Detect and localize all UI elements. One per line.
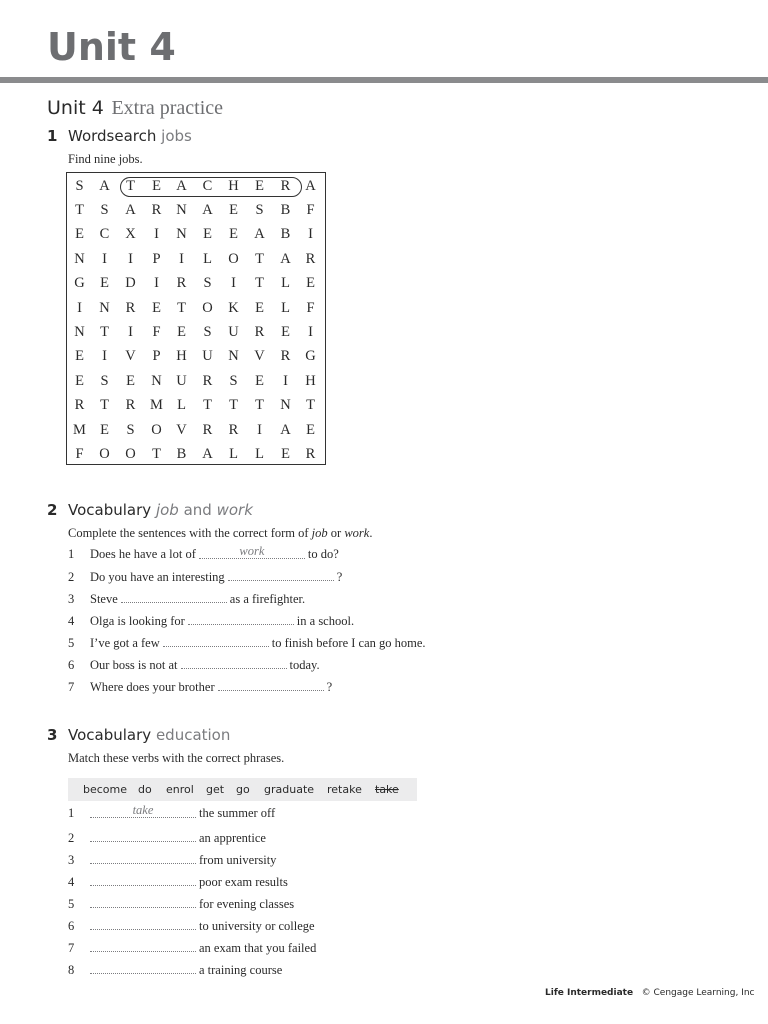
wordsearch-letter: N — [280, 397, 291, 414]
wordsearch-letter: O — [202, 299, 213, 316]
match-item — [68, 961, 282, 978]
wordsearch-letter: E — [126, 372, 135, 389]
wordsearch-letter: R — [176, 275, 187, 292]
instruction-prefix: Complete the sentences with the correct form of — [68, 526, 309, 540]
wordsearch-letter: I — [102, 250, 107, 267]
match-phrase: from university — [199, 853, 277, 867]
wordsearch-letter: K — [228, 299, 239, 316]
item-number: 5 — [68, 897, 75, 911]
sentence-after: to finish before I can go home. — [271, 636, 426, 650]
wordsearch-row — [67, 271, 327, 296]
section-2-instruction — [68, 525, 372, 541]
wordsearch-letter: I — [154, 226, 159, 243]
wordsearch-letter: R — [202, 372, 213, 389]
word-option: enrol — [166, 783, 194, 796]
item-number: 3 — [68, 853, 75, 867]
word-option: go — [236, 783, 250, 796]
answer-blank[interactable] — [218, 678, 324, 691]
answer-blank[interactable] — [90, 851, 196, 864]
sentence-before: Do you have an interesting — [90, 570, 225, 584]
instruction-end: . — [369, 526, 373, 540]
wordsearch-letter: V — [176, 421, 187, 438]
wordsearch-letter: S — [203, 275, 212, 292]
wordsearch-letter: E — [255, 177, 264, 194]
wordsearch-letter: I — [77, 299, 82, 316]
wordsearch-letter: H — [176, 348, 187, 365]
word-option: become — [83, 783, 128, 796]
wordsearch-letter: P — [152, 348, 161, 365]
match-item — [68, 829, 266, 846]
wordsearch-row — [67, 174, 327, 199]
sentence-before: Does he have a lot of — [90, 547, 196, 561]
match-item — [68, 851, 276, 868]
word-option: take — [375, 783, 399, 796]
answer-blank[interactable] — [121, 590, 227, 603]
wordsearch-letter: U — [202, 348, 213, 365]
item-number: 6 — [68, 658, 75, 672]
wordsearch-letter: H — [228, 177, 239, 194]
word-option: get — [206, 783, 225, 796]
instruction-job: job — [311, 526, 328, 540]
answer-blank[interactable] — [163, 634, 269, 647]
sentence-item — [68, 568, 342, 585]
wordsearch-letter: L — [177, 397, 186, 414]
wordsearch-letter: L — [255, 445, 264, 462]
wordsearch-letter: E — [152, 299, 161, 316]
wordsearch-letter: I — [128, 250, 133, 267]
wordsearch-letter: R — [74, 397, 85, 414]
wordsearch-letter: E — [100, 421, 109, 438]
wordsearch-letter: N — [228, 348, 239, 365]
item-number: 4 — [68, 614, 75, 628]
sentence-before: Olga is looking for — [90, 614, 185, 628]
wordsearch-row — [67, 442, 327, 467]
wordsearch-letter: N — [176, 201, 187, 218]
wordsearch-letter: C — [99, 226, 110, 243]
wordsearch-letter: A — [305, 177, 316, 194]
wordsearch-letter: R — [228, 421, 239, 438]
wordsearch-letter: F — [75, 445, 84, 462]
wordsearch-letter: M — [73, 421, 86, 438]
wordsearch-letter: T — [100, 323, 109, 340]
wordsearch-letter: T — [255, 275, 264, 292]
wordsearch-letter: A — [280, 250, 291, 267]
wordsearch-letter: R — [151, 201, 162, 218]
sentence-after: to do? — [307, 547, 339, 561]
wordsearch-row — [67, 198, 327, 223]
wordsearch-letter: D — [125, 275, 136, 292]
wordsearch-letter: T — [203, 397, 212, 414]
answer-blank[interactable] — [90, 805, 196, 818]
sentence-after: ? — [336, 570, 343, 584]
wordsearch-letter: S — [75, 177, 84, 194]
wordsearch-letter: R — [202, 421, 213, 438]
answer-blank[interactable] — [90, 939, 196, 952]
word-option: retake — [327, 783, 362, 796]
wordsearch-letter: A — [202, 201, 213, 218]
wordsearch-letter: E — [75, 348, 84, 365]
wordsearch-letter: V — [254, 348, 265, 365]
title-extra: Extra practice — [111, 97, 224, 119]
wordsearch-letter: I — [128, 323, 133, 340]
wordsearch-letter: N — [74, 323, 85, 340]
wordsearch-letter: U — [228, 323, 239, 340]
item-number: 6 — [68, 919, 75, 933]
sentence-item — [68, 678, 332, 695]
wordsearch-letter: U — [176, 372, 187, 389]
wordsearch-letter: R — [254, 323, 265, 340]
footer-book: Life Intermediate — [545, 988, 634, 998]
match-phrase: poor exam results — [199, 875, 288, 889]
wordsearch-letter: E — [229, 226, 238, 243]
header-rule — [0, 77, 768, 83]
wordsearch-letter: S — [203, 323, 212, 340]
wordsearch-letter: L — [281, 275, 290, 292]
section-2-topic-work: work — [216, 501, 253, 519]
word-option: do — [138, 783, 152, 796]
match-phrase: to university or college — [199, 919, 315, 933]
wordsearch-letter: T — [229, 397, 238, 414]
wordsearch-letter: L — [229, 445, 238, 462]
item-number: 2 — [68, 570, 75, 584]
wordsearch-letter: T — [75, 201, 84, 218]
wordsearch-letter: V — [125, 348, 136, 365]
wordsearch-letter: O — [228, 250, 239, 267]
wordsearch-letter: B — [176, 445, 187, 462]
wordsearch-letter: E — [75, 226, 84, 243]
section-1-number: 1 — [47, 127, 58, 145]
sentence-after: as a firefighter. — [229, 592, 306, 606]
wordsearch-letter: T — [177, 299, 186, 316]
wordsearch-letter: A — [176, 177, 187, 194]
wordsearch-letter: A — [202, 445, 213, 462]
item-number: 1 — [68, 806, 75, 820]
answer-text: work — [239, 544, 265, 558]
wordsearch-row — [67, 247, 327, 272]
wordsearch-letter: L — [281, 299, 290, 316]
section-1-heading — [47, 126, 192, 146]
wordsearch-row — [67, 320, 327, 345]
footer-copyright: © Cengage Learning, Inc — [641, 988, 755, 998]
section-2-heading — [47, 500, 253, 520]
section-3-heading — [47, 725, 230, 745]
wordsearch-letter: I — [102, 348, 107, 365]
wordsearch-letter: I — [283, 372, 288, 389]
wordsearch-letter: I — [308, 226, 313, 243]
wordsearch-letter: M — [150, 397, 163, 414]
wordsearch-letter: N — [74, 250, 85, 267]
wordsearch-letter: E — [152, 177, 161, 194]
sentence-before: Where does your brother — [90, 680, 215, 694]
wordsearch-letter: T — [126, 177, 135, 194]
sentence-before: Steve — [90, 592, 118, 606]
wordsearch-grid — [66, 172, 326, 465]
wordsearch-letter: T — [100, 397, 109, 414]
sentence-before: I’ve got a few — [90, 636, 160, 650]
wordsearch-letter: F — [152, 323, 161, 340]
wordsearch-letter: S — [100, 372, 109, 389]
sentence-before: Our boss is not at — [90, 658, 178, 672]
title-unit: Unit 4 — [47, 97, 104, 119]
section-3-instruction: Match these verbs with the correct phrases. — [68, 751, 285, 765]
wordsearch-letter: A — [125, 201, 136, 218]
item-number: 8 — [68, 963, 75, 977]
wordsearch-letter: E — [306, 275, 315, 292]
answer-blank[interactable] — [199, 546, 305, 559]
sentence-item — [68, 612, 354, 629]
word-box — [68, 778, 417, 801]
match-item — [68, 805, 275, 821]
wordsearch-letter: O — [151, 421, 162, 438]
answer-blank[interactable] — [90, 895, 196, 908]
section-3-label: Vocabulary — [68, 726, 152, 744]
wordsearch-letter: E — [255, 299, 264, 316]
wordsearch-row — [67, 296, 327, 321]
wordsearch-row — [67, 418, 327, 443]
section-1-instruction: Find nine jobs. — [68, 152, 143, 166]
wordsearch-letter: T — [255, 397, 264, 414]
wordsearch-letter: E — [177, 323, 186, 340]
instruction-work: work — [344, 526, 370, 540]
sentence-item — [68, 590, 305, 607]
wordsearch-row — [67, 393, 327, 418]
match-phrase: an exam that you failed — [199, 941, 317, 955]
wordsearch-letter: E — [203, 226, 212, 243]
section-2-topic-job: job — [155, 501, 179, 519]
answer-blank[interactable] — [188, 612, 294, 625]
match-item — [68, 917, 315, 934]
sentence-after: today. — [289, 658, 320, 672]
wordsearch-letter: I — [154, 275, 159, 292]
wordsearch-letter: I — [308, 323, 313, 340]
section-1-label: Wordsearch — [68, 127, 157, 145]
match-phrase: for evening classes — [199, 897, 295, 911]
sentence-after: in a school. — [296, 614, 355, 628]
match-phrase: a training course — [199, 963, 283, 977]
answer-blank[interactable] — [181, 656, 287, 669]
wordsearch-letter: O — [125, 445, 136, 462]
wordsearch-letter: S — [100, 201, 109, 218]
wordsearch-letter: I — [257, 421, 262, 438]
footer — [545, 987, 754, 999]
wordsearch-letter: A — [280, 421, 291, 438]
match-item — [68, 939, 316, 956]
wordsearch-letter: G — [305, 348, 316, 365]
wordsearch-letter: N — [151, 372, 162, 389]
wordsearch-letter: A — [99, 177, 110, 194]
section-2-number: 2 — [47, 501, 58, 519]
wordsearch-letter: E — [255, 372, 264, 389]
match-item — [68, 895, 294, 912]
wordsearch-letter: I — [231, 275, 236, 292]
wordsearch-row — [67, 344, 327, 369]
wordsearch-letter: R — [280, 177, 291, 194]
section-2-label: Vocabulary — [68, 501, 152, 519]
answer-blank[interactable] — [90, 961, 196, 974]
match-phrase: the summer off — [199, 806, 276, 820]
wordsearch-letter: E — [306, 421, 315, 438]
wordsearch-letter: R — [125, 397, 136, 414]
item-number: 5 — [68, 636, 75, 650]
word-option: graduate — [264, 783, 315, 796]
wordsearch-letter: L — [203, 250, 212, 267]
item-number: 1 — [68, 547, 75, 561]
match-phrase: an apprentice — [199, 831, 266, 845]
item-number: 7 — [68, 941, 75, 955]
answer-blank[interactable] — [90, 873, 196, 886]
wordsearch-letter: B — [280, 201, 291, 218]
match-item — [68, 873, 288, 890]
sentence-item — [68, 546, 339, 562]
wordsearch-row — [67, 222, 327, 247]
wordsearch-letter: F — [306, 299, 315, 316]
wordsearch-row — [67, 369, 327, 394]
item-number: 7 — [68, 680, 75, 694]
item-number: 3 — [68, 592, 75, 606]
wordsearch-letter: R — [305, 250, 316, 267]
wordsearch-letter: I — [179, 250, 184, 267]
wordsearch-letter: R — [305, 445, 316, 462]
answer-blank[interactable] — [90, 917, 196, 930]
answer-text: take — [132, 803, 154, 817]
wordsearch-letter: X — [125, 226, 136, 243]
section-3-number: 3 — [47, 726, 58, 744]
wordsearch-letter: R — [280, 348, 291, 365]
item-number: 4 — [68, 875, 75, 889]
wordsearch-letter: S — [126, 421, 135, 438]
wordsearch-letter: F — [306, 201, 315, 218]
sentence-after: ? — [326, 680, 333, 694]
wordsearch-letter: O — [99, 445, 110, 462]
wordsearch-letter: T — [152, 445, 161, 462]
wordsearch-letter: P — [152, 250, 161, 267]
wordsearch-letter: G — [74, 275, 85, 292]
wordsearch-letter: B — [280, 226, 291, 243]
section-3-topic: education — [155, 726, 231, 744]
wordsearch-letter: E — [75, 372, 84, 389]
section-2-topic-and: and — [183, 501, 212, 519]
item-number: 2 — [68, 831, 75, 845]
wordsearch-letter: T — [306, 397, 315, 414]
sentence-item — [68, 656, 320, 673]
wordsearch-letter: T — [255, 250, 264, 267]
wordsearch-letter: E — [281, 323, 290, 340]
sentence-item — [68, 634, 426, 651]
page-title — [47, 93, 223, 121]
wordsearch-letter: E — [100, 275, 109, 292]
instruction-or: or — [330, 526, 342, 540]
wordsearch-letter: E — [281, 445, 290, 462]
wordsearch-letter: C — [202, 177, 213, 194]
wordsearch-letter: S — [255, 201, 264, 218]
wordsearch-letter: R — [125, 299, 136, 316]
wordsearch-letter: S — [229, 372, 238, 389]
answer-blank[interactable] — [228, 568, 334, 581]
answer-blank[interactable] — [90, 829, 196, 842]
wordsearch-letter: A — [254, 226, 265, 243]
section-1-topic: jobs — [161, 127, 192, 145]
wordsearch-letter: H — [305, 372, 316, 389]
wordsearch-letter: N — [99, 299, 110, 316]
unit-header: Unit 4 — [47, 25, 176, 69]
wordsearch-letter: N — [176, 226, 187, 243]
wordsearch-letter: E — [229, 201, 238, 218]
